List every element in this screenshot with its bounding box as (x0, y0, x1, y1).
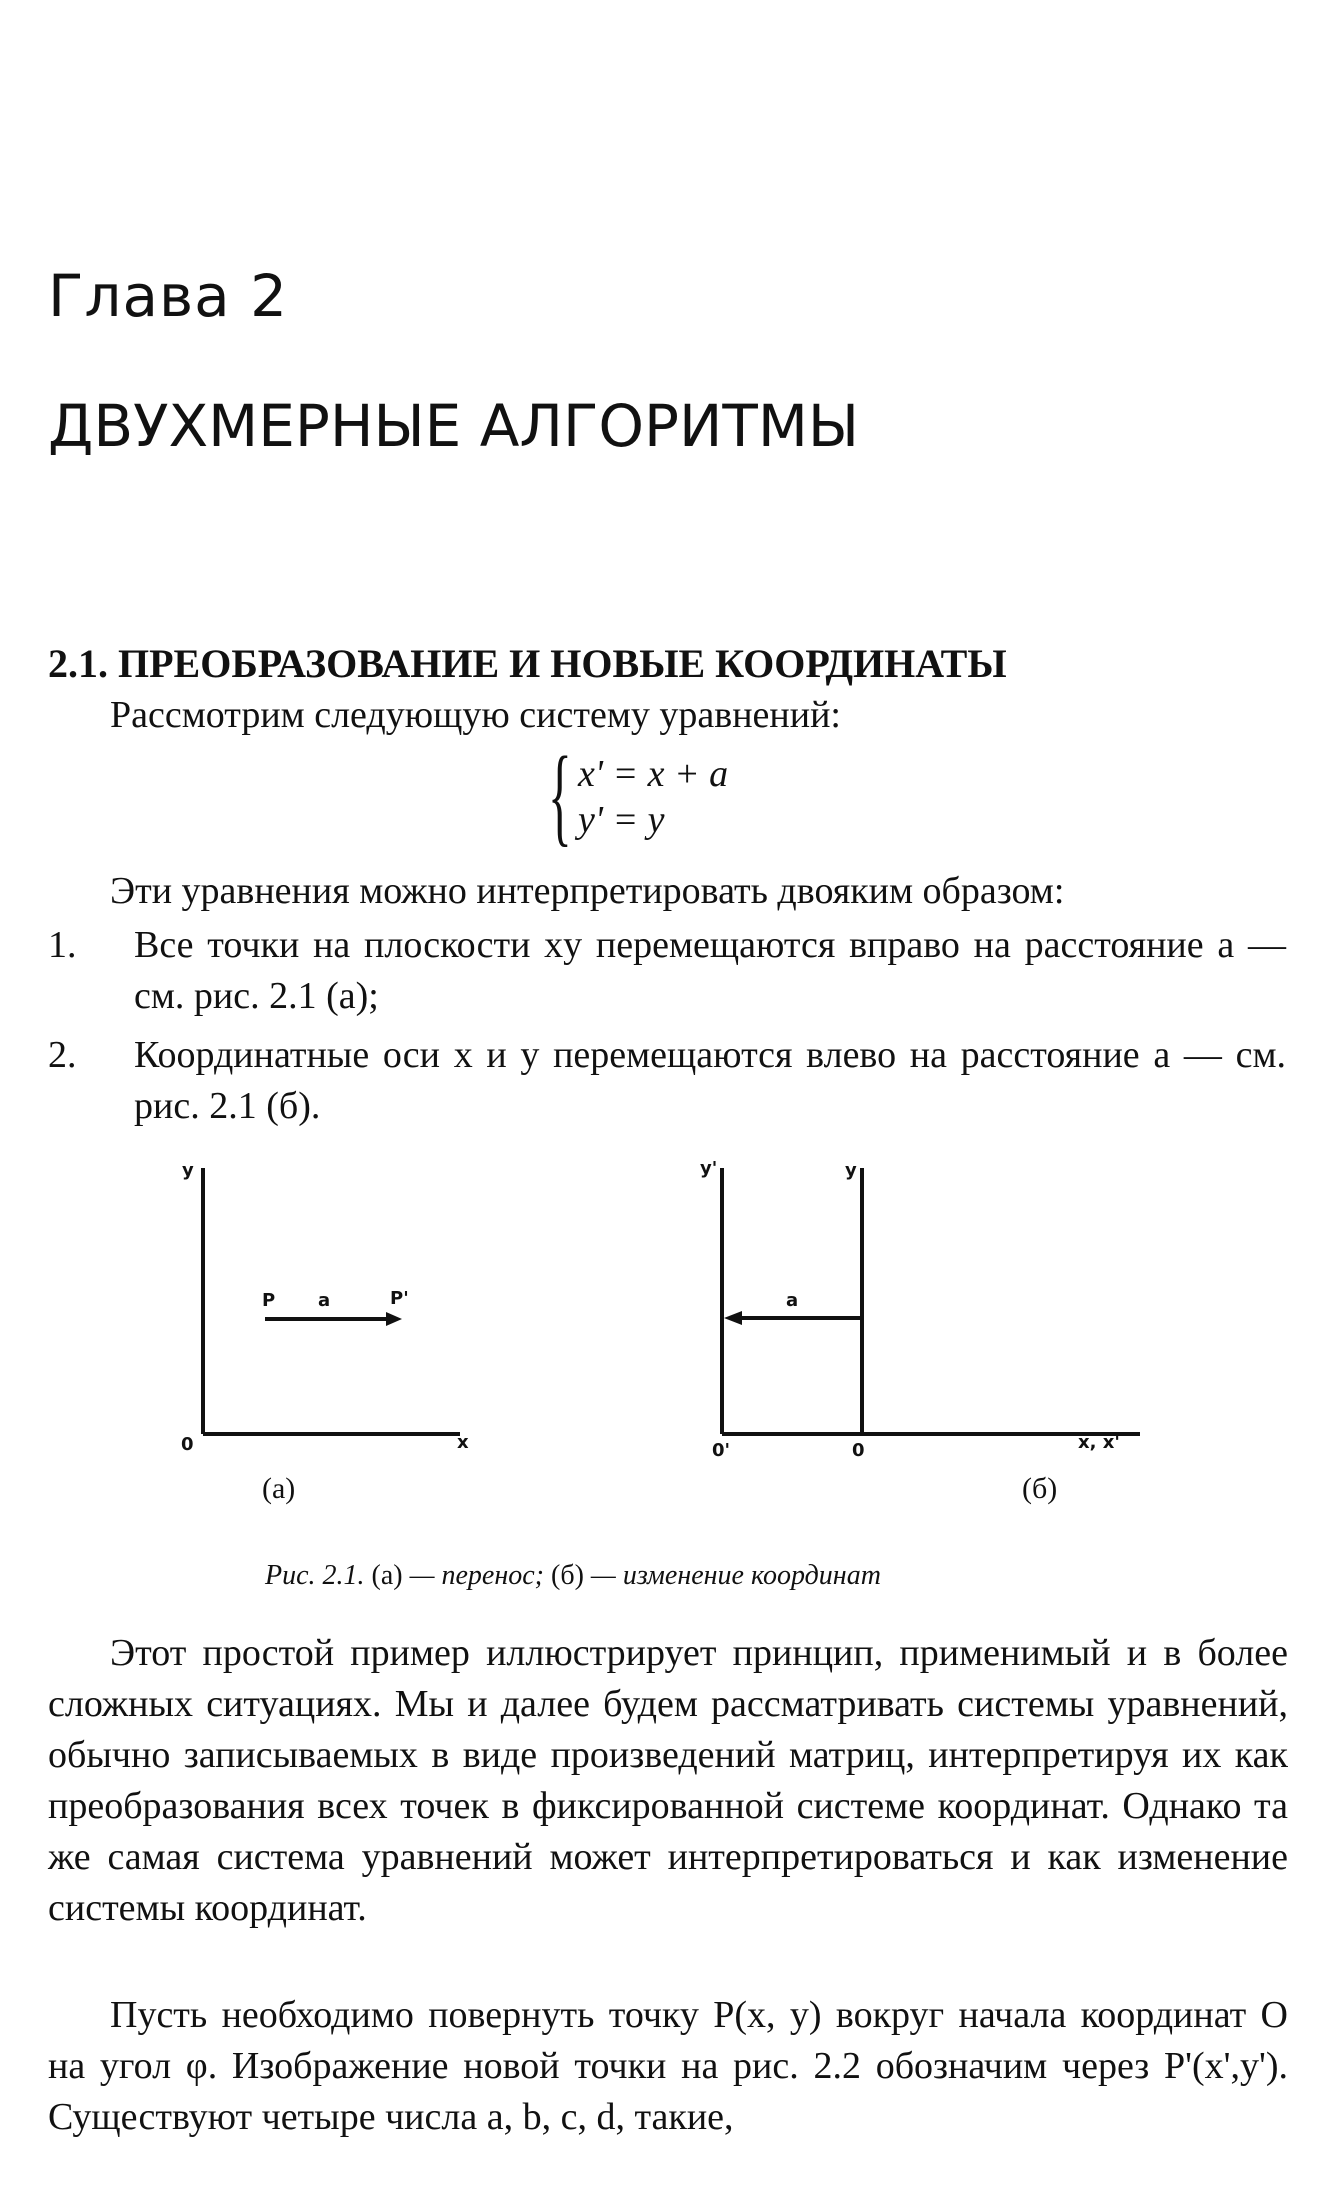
y-axis-label-b: y (845, 1160, 857, 1181)
figure-b (722, 1168, 1140, 1434)
list-number: 1. (48, 924, 77, 966)
origin-label-b: 0 (852, 1440, 865, 1461)
list-text: Все точки на плоскости xy перемещаются вправо на расстояние a — см. рис. 2.1 (а); (134, 924, 1286, 1017)
body-paragraph-2: Пусть необходимо повернуть точку P(x, y) вокруг начала координат O на угол φ. Изображение новой точки на рис. 2.2 обозначим через P'(x',y'). Существуют четыре числа a, b, c, d, такие, (48, 1994, 1288, 2138)
caption-ref-b: (б) (551, 1560, 584, 1591)
shift-a-label: a (786, 1290, 799, 1311)
y-prime-label: y' (700, 1158, 718, 1179)
origin-prime-label: 0' (712, 1440, 731, 1461)
caption-ref-a: (а) (371, 1560, 403, 1591)
interpretation-paragraph: Эти уравнения можно интерпретировать двояким образом: (110, 870, 1065, 912)
distance-a-label: a (318, 1290, 331, 1311)
origin-label-a: 0 (181, 1434, 194, 1455)
equation-1: x' = x + a (578, 753, 729, 795)
point-p-prime-label: P' (390, 1288, 409, 1309)
equation-2: y' = y (578, 799, 665, 841)
caption-prefix: Рис. 2.1. (265, 1560, 365, 1591)
sub-caption-b: (б) (1022, 1472, 1058, 1505)
chapter-title: ДВУХМЕРНЫЕ АЛГОРИТМЫ (48, 392, 860, 460)
list-text: Координатные оси x и y перемещаются влево на расстояние a — см. рис. 2.1 (б). (134, 1034, 1286, 1127)
list-number: 2. (48, 1034, 77, 1076)
x-axis-label-a: x (457, 1432, 469, 1453)
section-heading: 2.1. ПРЕОБРАЗОВАНИЕ И НОВЫЕ КООРДИНАТЫ (48, 641, 1007, 686)
x-axes-label-b: x, x' (1078, 1432, 1120, 1453)
body-paragraph-1: Этот простой пример иллюстрирует принцип, применимый и в более сложных ситуациях. Мы и далее будем рассматривать системы уравнений, обычно записываемых в виде произведений матриц, интерпретируя их как преобразования всех точек в фиксированной системе координат. Однако та же самая система уравнений может интерпретироваться и как изменение системы координат. (48, 1632, 1288, 1929)
caption-text-b: — изменение координат (590, 1560, 881, 1591)
caption-text-a: — перенос; (409, 1560, 545, 1591)
figure-caption (265, 1560, 881, 1592)
intro-paragraph: Рассмотрим следующую систему уравнений: (110, 694, 841, 736)
y-axis-label-a: y (182, 1160, 194, 1181)
point-p-label: P (262, 1290, 276, 1311)
figure-a (203, 1168, 460, 1434)
arrow-head-left (724, 1311, 742, 1325)
chapter-label: Глава 2 (48, 262, 289, 330)
sub-caption-a: (а) (262, 1472, 296, 1505)
brace-symbol: { (548, 734, 572, 856)
arrow-head-right (386, 1312, 402, 1326)
